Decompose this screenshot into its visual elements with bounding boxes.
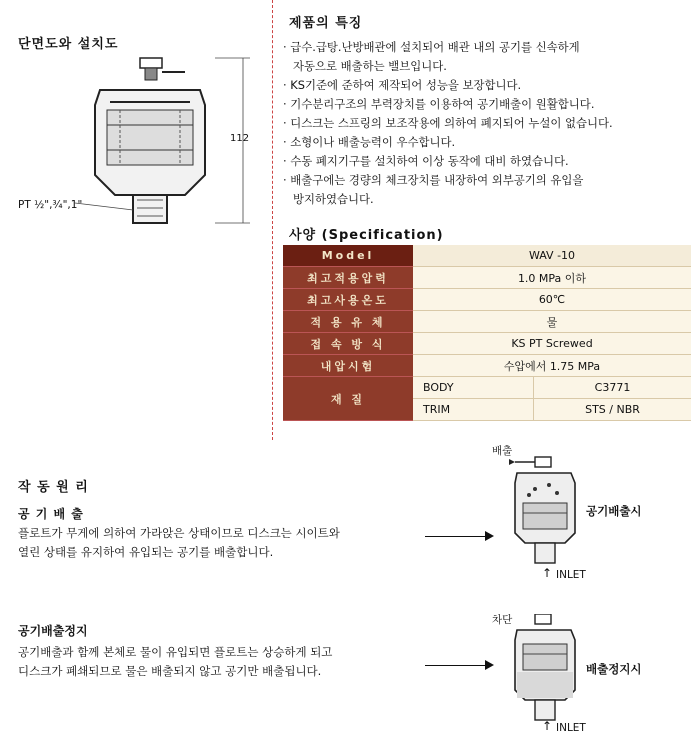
height-dimension-label: 112: [230, 133, 250, 144]
spec-key: Model: [283, 245, 413, 267]
exhaust-line: 열린 상태를 유지하여 유입되는 공기를 배출합니다.: [18, 545, 274, 559]
stop-side-label: 배출정지시: [586, 662, 642, 676]
material-value: C3771: [534, 377, 692, 399]
features-title: 제품의 특징: [289, 16, 363, 31]
valve-stop-drawing: [505, 614, 585, 722]
stop-top-label: 차단: [492, 614, 513, 626]
feature-item: · 소형이나 배출능력이 우수합니다.: [283, 135, 456, 149]
stop-description: [18, 643, 332, 681]
feature-item: · KS기준에 준하여 제작되어 성능을 보장합니다.: [283, 78, 522, 92]
spec-row: [283, 267, 691, 289]
spec-row: [283, 355, 691, 377]
spec-value: 60℃: [413, 289, 691, 311]
spec-value: WAV -10: [413, 245, 691, 267]
exhaust-inlet-arrow: ↑: [542, 566, 553, 580]
feature-item-cont: 방지하였습니다.: [293, 192, 374, 206]
spec-value: KS PT Screwed: [413, 333, 691, 355]
spec-key: 재 질: [283, 377, 413, 421]
spec-key: 최고적용압력: [283, 267, 413, 289]
features-list: [283, 38, 693, 209]
exhaust-title: 공 기 배 출: [18, 507, 84, 521]
stop-line: 공기배출과 함께 본체로 물이 유입되면 플로트는 상승하게 되고: [18, 645, 333, 659]
spec-key: 적 용 유 체: [283, 311, 413, 333]
spec-key: 최고사용온도: [283, 289, 413, 311]
spec-row: [283, 333, 691, 355]
column-divider: [272, 0, 273, 440]
spec-row: [283, 377, 691, 399]
spec-key: 접 속 방 식: [283, 333, 413, 355]
feature-item-cont: 자동으로 배출하는 밸브입니다.: [293, 59, 447, 73]
spec-table: [283, 245, 691, 421]
exhaust-top-label: 배출: [492, 445, 513, 457]
feature-item: · 디스크는 스프링의 보조작용에 의하여 폐지되어 누설이 없습니다.: [283, 116, 613, 130]
feature-item: · 급수.급탕.난방배관에 설치되어 배관 내의 공기를 신속하게: [283, 40, 580, 54]
spec-title: 사양 (Specification): [289, 228, 444, 243]
stop-line: 디스크가 폐쇄되므로 물은 배출되지 않고 공기만 배출됩니다.: [18, 664, 322, 678]
valve-exhaust-drawing: [505, 455, 585, 565]
exhaust-arrow: [425, 536, 487, 537]
spec-value: 1.0 MPa 이하: [413, 267, 691, 289]
spec-key: 내압시험: [283, 355, 413, 377]
feature-item: · 수동 폐지기구를 설치하여 이상 동작에 대비 하였습니다.: [283, 154, 569, 168]
exhaust-side-label: 공기배출시: [586, 504, 642, 518]
section-diagram-title: 단면도와 설치도: [18, 37, 119, 52]
exhaust-line: 플로트가 무게에 의하여 가라앉은 상태이므로 디스크는 시이트와: [18, 526, 340, 540]
stop-title: 공기배출정지: [18, 624, 88, 638]
pipe-size-label: PT ½",¾",1": [18, 199, 83, 211]
material-part: TRIM: [413, 399, 534, 421]
material-part: BODY: [413, 377, 534, 399]
exhaust-description: [18, 524, 340, 562]
operation-title: 작 동 원 리: [18, 480, 89, 495]
feature-item: · 배출구에는 경량의 체크장치를 내장하여 외부공기의 유입을: [283, 173, 584, 187]
spec-row: [283, 289, 691, 311]
spec-value: 물: [413, 311, 691, 333]
stop-inlet-arrow: ↑: [542, 719, 553, 733]
spec-row: [283, 245, 691, 267]
exhaust-inlet-label: INLET: [556, 569, 586, 581]
spec-value: 수압에서 1.75 MPa: [413, 355, 691, 377]
stop-arrowhead: [485, 660, 494, 670]
exhaust-arrowhead: [485, 531, 494, 541]
stop-inlet-label: INLET: [556, 722, 586, 734]
feature-item: · 기수분리구조의 부력장치를 이용하여 공기배출이 원활합니다.: [283, 97, 595, 111]
spec-row: [283, 311, 691, 333]
material-value: STS / NBR: [534, 399, 692, 421]
stop-arrow: [425, 665, 487, 666]
